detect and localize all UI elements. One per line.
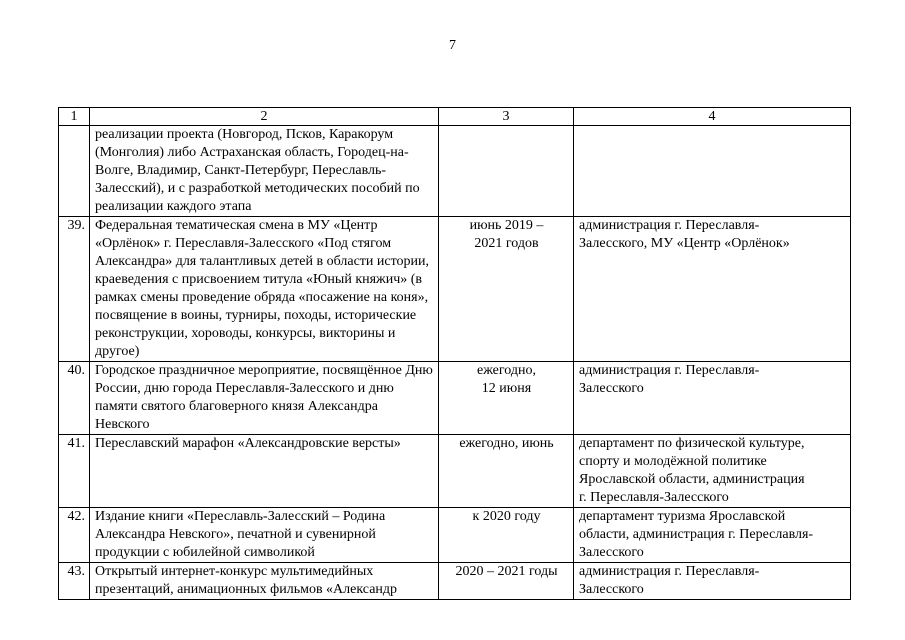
table-row (59, 563, 851, 600)
event-date-line: 2021 годов (474, 236, 539, 251)
responsible-line: Залесского (579, 582, 644, 597)
responsible-line: Залесского, МУ «Центр «Орлёнок» (579, 236, 790, 251)
row-number: 43. (59, 563, 90, 600)
responsible-line: администрация г. Переславля- (579, 363, 760, 378)
responsible-line: г. Переславля-Залесского (579, 490, 729, 505)
event-date-line: июнь 2019 – (469, 218, 544, 233)
responsible-line: Ярославской области, администрация (579, 472, 805, 487)
event-date (439, 217, 574, 362)
event-date-line: ежегодно, (476, 363, 537, 378)
events-table (58, 107, 851, 600)
column-header-2: 2 (90, 108, 439, 126)
event-date (439, 362, 574, 435)
event-description: Федеральная тематическая смена в МУ «Центр «Орлёнок» г. Переславля-Залесского «Под стягом Александра» для талантливых детей в области истории, краеведения с присвоением титула «Юный княжич» (в рамках смены проведение обряда «посажение на коня», посвящение в воины, турниры, походы, исторические реконструкции, хороводы, конкурсы, викторины и другое) (90, 217, 439, 362)
table-row (59, 508, 851, 563)
event-responsible (574, 126, 851, 217)
event-responsible (574, 508, 851, 563)
table-row (59, 126, 851, 217)
page-number: 7 (449, 38, 456, 53)
event-description: реализации проекта (Новгород, Псков, Каракорум (Монголия) либо Астраханская область, Городец-на-Волге, Владимир, Санкт-Петербург, Переславль-Залесский), и с разработкой методических пособий по реализации каждого этапа (90, 126, 439, 217)
responsible-line: департамент туризма Ярославской (579, 509, 786, 524)
event-responsible (574, 362, 851, 435)
responsible-line: администрация г. Переславля- (579, 218, 760, 233)
event-date-line: к 2020 году (472, 509, 541, 524)
responsible-line: администрация г. Переславля- (579, 564, 760, 579)
row-number (59, 126, 90, 217)
event-description: Издание книги «Переславль-Залесский – Родина Александра Невского», печатной и сувенирной продукции с юбилейной символикой (90, 508, 439, 563)
event-responsible (574, 435, 851, 508)
event-date-line: 12 июня (481, 381, 532, 396)
event-description: Городское праздничное мероприятие, посвящённое Дню России, дню города Переславля-Залесского и дню памяти святого благоверного князя Александра Невского (90, 362, 439, 435)
event-responsible (574, 217, 851, 362)
event-date-line: 2020 – 2021 годы (455, 564, 558, 579)
table-row (59, 217, 851, 362)
event-responsible (574, 563, 851, 600)
event-date (439, 126, 574, 217)
event-date (439, 435, 574, 508)
event-date (439, 508, 574, 563)
column-header-4: 4 (574, 108, 851, 126)
responsible-line: Залесского (579, 545, 644, 560)
table-row (59, 362, 851, 435)
event-date-line: ежегодно, июнь (459, 436, 554, 451)
event-description: Переславский марафон «Александровские версты» (90, 435, 439, 508)
responsible-line: спорту и молодёжной политике (579, 454, 767, 469)
responsible-line: Залесского (579, 381, 644, 396)
column-header-1: 1 (59, 108, 90, 126)
table-header-row (59, 108, 851, 126)
row-number: 40. (59, 362, 90, 435)
column-header-3: 3 (439, 108, 574, 126)
event-date (439, 563, 574, 600)
responsible-line: департамент по физической культуре, (579, 436, 805, 451)
event-description: Открытый интернет-конкурс мультимедийных презентаций, анимационных фильмов «Александр (90, 563, 439, 600)
row-number: 41. (59, 435, 90, 508)
responsible-line: области, администрация г. Переславля- (579, 527, 814, 542)
table-row (59, 435, 851, 508)
row-number: 42. (59, 508, 90, 563)
row-number: 39. (59, 217, 90, 362)
